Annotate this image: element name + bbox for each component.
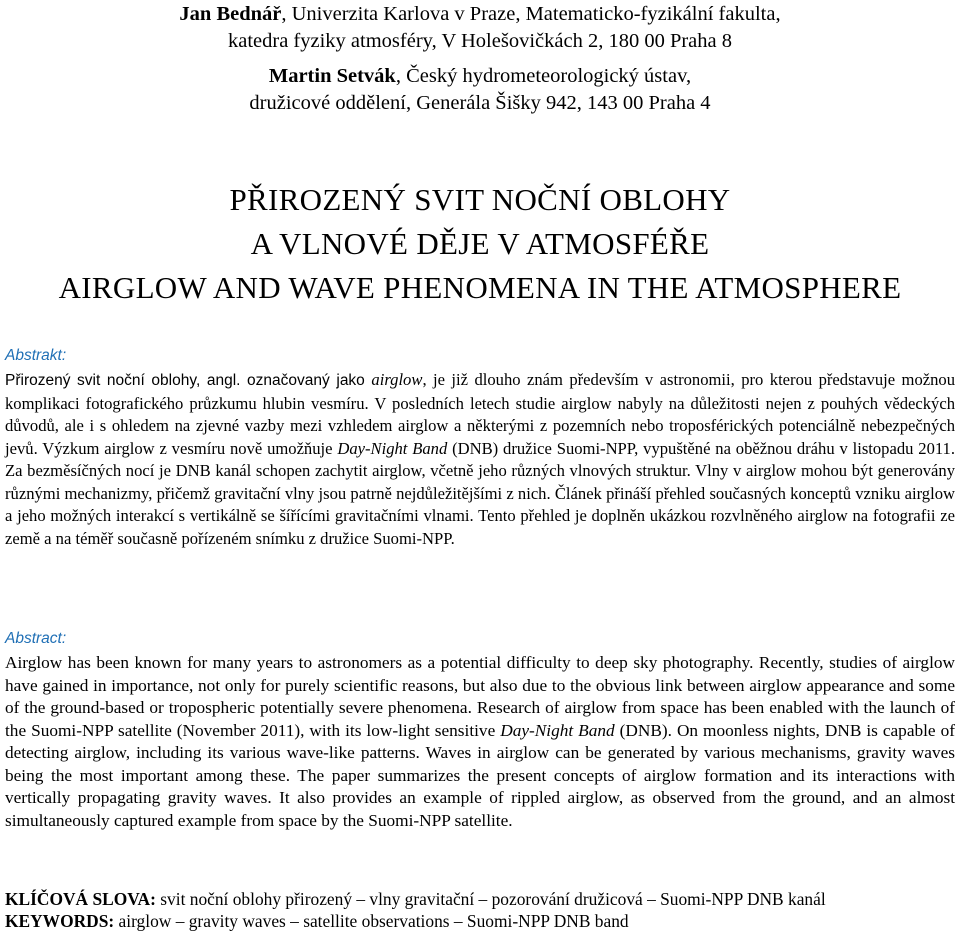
abstract-part-2: (DNB). On moonless nights, DNB is capable of detecting airglow, including its various wave-like patterns. Waves in airglow can be generated by various mechanisms, gravity waves being the most important among these. The paper summarizes the present concepts of airglow formation and its interactions with vertically propagating gravity waves. It also provides an example of rippled airglow, as observed from the ground, and an almost simultaneously captured example from space by the Suomi-NPP satellite. xyxy=(5,720,955,830)
keywords-en-label: KEYWORDS: xyxy=(5,911,115,931)
keywords-cz-label: KLÍČOVÁ SLOVA: xyxy=(5,889,156,909)
abstrakt-part-1: , je již dlouho znám především v astronomii, pro kterou představuje možnou komplikaci fotografického průzkumu hlubin vesmíru. V posledních letech studie airglow nabyly na důležitosti nejen z pouhých vědeckých důvodů, ale i s ohledem na zjevné vazby mezi vzhledem airglow a některými z pozemních nebo troposférických potenciálně nebezpečných jevů. Výzkum airglow z vesmíru nově umožňuje xyxy=(5,370,955,458)
affiliation-text: , Český hydrometeorologický ústav, xyxy=(395,65,692,87)
term-day-night-band: Day-Night Band xyxy=(500,720,615,740)
abstract-text xyxy=(5,652,955,832)
keywords-en xyxy=(5,910,960,932)
abstract-heading: Abstract: xyxy=(5,630,67,647)
keywords-cz xyxy=(5,888,960,910)
title-cz-line-1: PŘIROZENÝ SVIT NOČNÍ OBLOHY xyxy=(229,182,731,217)
paper-title xyxy=(0,178,960,310)
title-cz-line-2: A VLNOVÉ DĚJE V ATMOSFÉŘE xyxy=(250,226,710,261)
abstract-part-1: Airglow has been known for many years to astronomers as a potential difficulty to deep sky photography. Recently, studies of airglow have gained in importance, not only for purely scientific reasons, but also due to the obvious link between airglow appearance and some of the ground-based or tropospheric potentially severe phenomena. Research of airglow from space has been enabled with the launch of the Suomi-NPP satellite (November 2011), with its low-light sensitive xyxy=(5,653,955,740)
author-affiliation-2 xyxy=(0,63,960,117)
term-day-night-band: Day-Night Band xyxy=(337,438,448,458)
abstrakt-intro: Přirozený svit noční oblohy, angl. označovaný jako xyxy=(5,372,372,389)
term-airglow: airglow xyxy=(371,370,423,389)
abstrakt-heading: Abstrakt: xyxy=(5,347,67,364)
title-en: AIRGLOW AND WAVE PHENOMENA IN THE ATMOSPHERE xyxy=(58,270,902,305)
author-line xyxy=(0,63,960,90)
affiliation-text: , Univerzita Karlova v Praze, Matematicko-fyzikální fakulta, xyxy=(281,3,781,25)
keywords-en-text: airglow – gravity waves – satellite observations – Suomi-NPP DNB band xyxy=(114,911,629,931)
author-affiliation-1 xyxy=(0,1,960,55)
author-line xyxy=(0,1,960,28)
affiliation-address: katedra fyziky atmosféry, V Holešovičkách 2, 180 00 Praha 8 xyxy=(227,30,732,52)
keywords-cz-text: svit noční oblohy přirozený – vlny gravitační – pozorování družicová – Suomi-NPP DNB kanál xyxy=(155,889,826,909)
affiliation-address: družicové oddělení, Generála Šišky 942, 143 00 Praha 4 xyxy=(249,92,711,114)
author-name: Martin Setvák xyxy=(268,65,396,87)
abstrakt-text xyxy=(5,369,955,550)
abstrakt-part-2: (DNB) družice Suomi-NPP, vypuštěné na oběžnou dráhu v listopadu 2011. Za bezměsíčných nocí je DNB kanál schopen zachytit airglow, včetně jeho různých vlnových struktur. Vlny v airglow mohou být generovány různými mechanizmy, přičemž gravitační vlny jsou patrně nejdůležitějšími z nich. Článek přináší přehled současných konceptů vzniku airglow a jeho možných interakcí s vertikálně se šířícími gravitačními vlnami. Tento přehled je doplněn ukázkou rozvlněného airglow na fotografii ze země a na téměř současně pořízeném snímku z družice Suomi-NPP. xyxy=(5,438,956,548)
author-name: Jan Bednář xyxy=(179,3,282,25)
